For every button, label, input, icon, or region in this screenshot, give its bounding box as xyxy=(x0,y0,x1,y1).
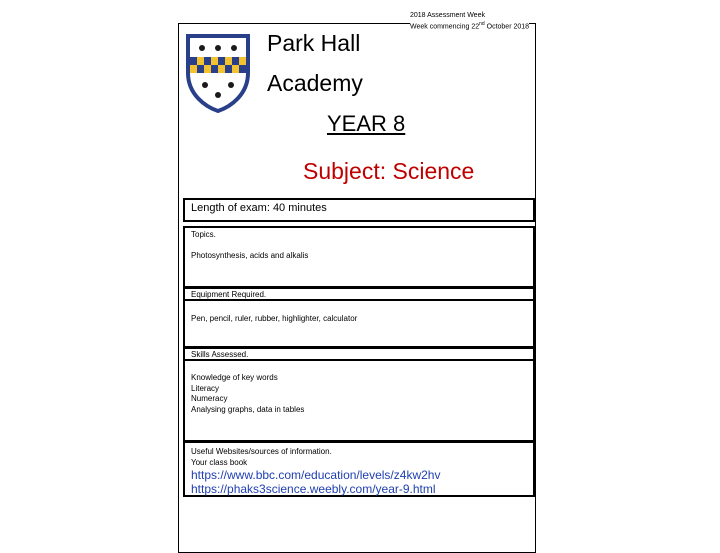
skill-item: Literacy xyxy=(191,383,220,393)
resources-label: Useful Websites/sources of information. xyxy=(191,447,332,456)
school-crest-logo xyxy=(185,33,251,113)
resources-class-book: Your class book xyxy=(191,457,248,467)
assessment-week-note xyxy=(410,11,529,31)
skills-label: Skills Assessed. xyxy=(183,347,535,361)
note-line-1: 2018 Assessment Week xyxy=(410,12,485,19)
note-line-2: Week commencing 22nd October 2018 xyxy=(410,21,530,31)
skill-item: Analysing graphs, data in tables xyxy=(191,404,305,414)
exam-length: Length of exam: 40 minutes xyxy=(183,198,535,222)
school-name-line-2: Academy xyxy=(267,70,363,96)
bbc-link[interactable]: https://www.bbc.com/education/levels/z4kw2hv xyxy=(191,468,441,482)
equipment-value: Pen, pencil, ruler, rubber, highlighter, calculator xyxy=(183,299,535,348)
school-name-line-1: Park Hall xyxy=(267,30,361,56)
skill-item: Numeracy xyxy=(191,394,228,403)
phaks3-link[interactable]: https://phaks3science.weebly.com/year-9.html xyxy=(191,482,436,496)
topics-box xyxy=(183,226,535,288)
year-heading: YEAR 8 xyxy=(327,111,406,136)
topics-value: Photosynthesis, acids and alkalis xyxy=(191,250,309,260)
skills-box xyxy=(183,359,535,442)
subject-heading: Subject: Science xyxy=(303,158,475,184)
skill-item: Knowledge of key words xyxy=(191,373,278,382)
topics-label: Topics. xyxy=(191,230,216,239)
resources-box xyxy=(183,441,535,497)
equipment-label: Equipment Required. xyxy=(183,287,535,301)
